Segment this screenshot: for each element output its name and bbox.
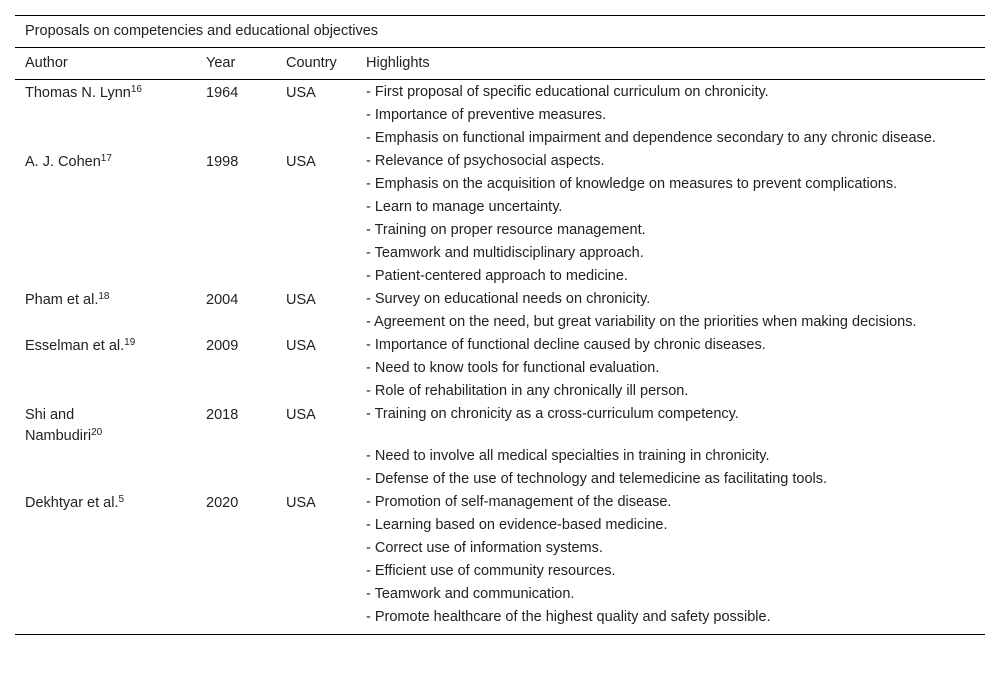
country-cell: USA [286, 292, 316, 308]
author-name: Dekhtyar et al. [25, 495, 119, 511]
highlight-item: - Need to involve all medical specialties in training in chronicity. [366, 448, 770, 464]
highlight-item: - Defense of the use of technology and telemedicine as facilitating tools. [366, 471, 828, 487]
competencies-table [15, 15, 985, 635]
highlight-item: - Learning based on evidence-based medicine. [366, 517, 668, 533]
highlight-item: - Importance of functional decline caused by chronic diseases. [366, 337, 766, 353]
header-country: Country [286, 55, 337, 71]
author-cell [15, 289, 206, 335]
highlight-item: - Training on chronicity as a cross-curriculum competency. [366, 406, 739, 422]
author-name: A. J. Cohen [25, 154, 101, 170]
highlight-item: - First proposal of specific educational curriculum on chronicity. [366, 84, 769, 100]
highlight-item: - Emphasis on functional impairment and dependence secondary to any chronic disease. [366, 130, 936, 146]
highlight-item: - Agreement on the need, but great variability on the priorities when making decisions. [366, 314, 917, 330]
reference-number: 16 [130, 84, 142, 95]
author-name: Pham et al. [25, 292, 99, 308]
header-author: Author [25, 55, 68, 71]
highlights-cell [366, 404, 985, 492]
table-bottom-rule [15, 634, 985, 635]
reference-number: 20 [91, 427, 103, 438]
highlight-item: - Efficient use of community resources. [366, 563, 616, 579]
author-name: Esselman et al. [25, 338, 125, 354]
highlight-item: - Need to know tools for functional evaluation. [366, 360, 660, 376]
header-highlights: Highlights [366, 55, 430, 71]
highlights-cell [366, 289, 985, 335]
country-cell: USA [286, 338, 316, 354]
table-header-row [15, 48, 985, 80]
author-name: Thomas N. Lynn [25, 85, 131, 101]
reference-number: 19 [124, 337, 136, 348]
country-cell: USA [286, 85, 316, 101]
highlight-item: - Promote healthcare of the highest quality and safety possible. [366, 609, 771, 625]
reference-number: 18 [98, 291, 110, 302]
table-body [15, 80, 985, 630]
highlight-item: - Relevance of psychosocial aspects. [366, 153, 605, 169]
year-cell: 2020 [206, 495, 239, 511]
header-year: Year [206, 55, 236, 71]
table-row [15, 82, 985, 151]
highlight-item: - Survey on educational needs on chronicity. [366, 291, 651, 307]
highlight-item: - Correct use of information systems. [366, 540, 603, 556]
highlight-item: - Training on proper resource management. [366, 222, 646, 238]
year-cell: 2004 [206, 292, 239, 308]
author-cell [15, 335, 206, 404]
table-row [15, 151, 985, 289]
highlights-cell [366, 151, 985, 289]
highlights-cell [366, 492, 985, 630]
year-cell: 2009 [206, 338, 239, 354]
highlights-cell [366, 335, 985, 404]
author-cell [15, 151, 206, 289]
table-row [15, 289, 985, 335]
author-name: Nambudiri [25, 428, 92, 444]
reference-number: 17 [100, 153, 112, 164]
author-cell [15, 492, 206, 630]
highlights-cell [366, 82, 985, 151]
reference-number: 5 [118, 494, 125, 505]
year-cell: 2018 [206, 407, 239, 423]
highlight-item: - Learn to manage uncertainty. [366, 199, 563, 215]
highlight-item: - Patient-centered approach to medicine. [366, 268, 628, 284]
country-cell: USA [286, 154, 316, 170]
author-cell [15, 404, 206, 492]
year-cell: 1964 [206, 85, 239, 101]
table-row [15, 335, 985, 404]
author-name-line1: Shi and [25, 407, 75, 423]
table-row [15, 404, 985, 492]
highlight-item: - Teamwork and communication. [366, 586, 575, 602]
highlight-item: - Emphasis on the acquisition of knowledge on measures to prevent complications. [366, 176, 898, 192]
author-cell [15, 82, 206, 151]
table-caption: Proposals on competencies and educational objectives [15, 15, 985, 48]
country-cell: USA [286, 407, 316, 423]
highlight-item: - Promotion of self-management of the disease. [366, 494, 672, 510]
highlight-item: - Importance of preventive measures. [366, 107, 607, 123]
year-cell: 1998 [206, 154, 239, 170]
highlight-item: - Role of rehabilitation in any chronically ill person. [366, 383, 689, 399]
table-row [15, 492, 985, 630]
highlight-item: - Teamwork and multidisciplinary approach. [366, 245, 644, 261]
country-cell: USA [286, 495, 316, 511]
